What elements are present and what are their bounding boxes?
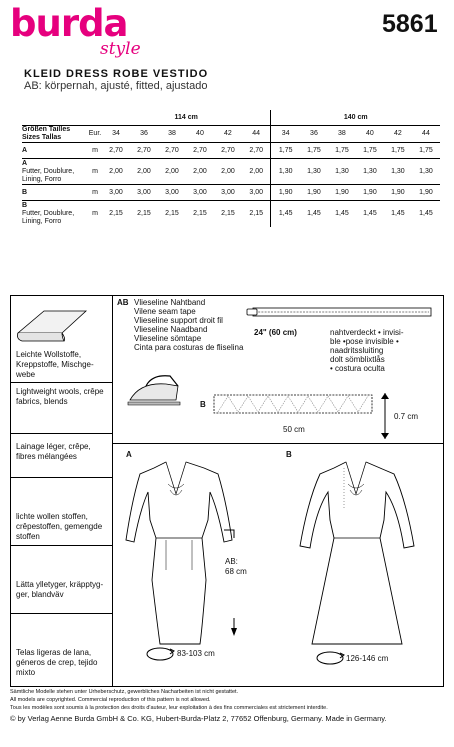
seam-tape-list: Vlieseline Nahtband Vilene seam tape Vlieseline support droit fil Vlieseline Naadband Vlieseline sömtape Cinta para costuras de fliselina [134, 298, 244, 352]
zipper-description: nahtverdeckt • invisi- ble •pose invisible • naadritssluiting dolt sömblixtlås • costura oculta [330, 328, 404, 373]
yardage-cell: 1,90 [300, 185, 328, 201]
yardage-cell: 3,00 [214, 185, 242, 201]
table-row [22, 185, 440, 201]
yardage-cell: 1,30 [356, 159, 384, 185]
view-label: B [22, 185, 88, 201]
yardage-cell: 2,00 [186, 159, 214, 185]
view-a-label: A [126, 450, 132, 459]
yardage-cell: 1,75 [328, 143, 356, 159]
view-label: B Futter, Doublure, Lining, Forro [22, 201, 88, 227]
yardage-cell: 1,45 [271, 201, 300, 227]
table-row [22, 143, 440, 159]
yardage-cell: 2,70 [242, 143, 271, 159]
pattern-subtitle: AB: körpernah, ajusté, fitted, ajustado [24, 80, 208, 92]
yardage-cell: 2,15 [102, 201, 130, 227]
view-label: A Futter, Doublure, Lining, Forro [22, 159, 88, 185]
fabric-de: Leichte Wollstoffe, Kreppstoffe, Mischge-webe [16, 350, 94, 379]
zipper-icon [247, 302, 437, 322]
yardage-cell: 2,70 [186, 143, 214, 159]
size-cell: 34 [271, 126, 300, 143]
yardage-cell: 2,00 [214, 159, 242, 185]
tape-piece-label: B [200, 400, 206, 409]
fabric-en: Lightweight wools, crêpe fabrics, blends [16, 387, 104, 406]
table-row [22, 159, 440, 185]
pattern-number: 5861 [382, 10, 438, 38]
table-width-row [22, 110, 440, 126]
yardage-cell: 1,30 [271, 159, 300, 185]
size-cell: 44 [242, 126, 271, 143]
fabric-divider [10, 382, 112, 383]
yardage-cell: 1,75 [300, 143, 328, 159]
yardage-cell: 2,00 [130, 159, 158, 185]
size-cell: 36 [300, 126, 328, 143]
fabric-nl: lichte wollen stoffen, crêpestoffen, gemengde stoffen [16, 512, 103, 541]
size-cell: 38 [328, 126, 356, 143]
yardage-cell: 1,90 [384, 185, 412, 201]
size-cell: 38 [158, 126, 186, 143]
yardage-cell: 2,15 [158, 201, 186, 227]
view-label: A [22, 143, 88, 159]
yardage-cell: 2,70 [158, 143, 186, 159]
fabric-divider [10, 433, 112, 434]
yardage-cell: 2,15 [130, 201, 158, 227]
fabric-divider [10, 613, 112, 614]
hem-circumference-icon [316, 650, 346, 666]
zipper-length: 24" (60 cm) [254, 328, 297, 337]
panel-divider [112, 295, 113, 687]
size-cell: 42 [384, 126, 412, 143]
yardage-cell: 3,00 [130, 185, 158, 201]
yardage-cell: 1,75 [384, 143, 412, 159]
yardage-cell: 1,45 [384, 201, 412, 227]
yardage-cell: 2,70 [130, 143, 158, 159]
yardage-cell: 1,75 [412, 143, 440, 159]
notions-code: AB [117, 298, 129, 307]
view-b-label: B [286, 450, 292, 459]
unit-cell: m [88, 185, 102, 201]
hem-a: 83-103 cm [177, 649, 215, 658]
fabric-fr: Lainage léger, crêpe, fibres mélangées [16, 442, 91, 461]
yardage-cell: 1,30 [328, 159, 356, 185]
width-114: 114 cm [174, 114, 198, 121]
fabric-divider [10, 477, 112, 478]
length-value: 68 cm [225, 567, 247, 576]
unit-header: Eur. [88, 126, 102, 143]
length-label: AB: [225, 557, 238, 566]
yardage-cell: 2,70 [102, 143, 130, 159]
pattern-title: KLEID DRESS ROBE VESTIDO [24, 68, 209, 80]
fabric-divider [10, 545, 112, 546]
yardage-cell: 2,00 [158, 159, 186, 185]
hem-b: 126-146 cm [346, 654, 389, 663]
brand-logo-sub: style [100, 39, 141, 59]
yardage-cell: 3,00 [242, 185, 271, 201]
iron-icon [126, 372, 186, 408]
fabric-es: Telas ligeras de lana, géneros de crep, tejido mixto [16, 648, 98, 677]
size-header-label: Größen Tailles Sizes Tallas [22, 126, 88, 143]
size-cell: 40 [186, 126, 214, 143]
length-arrow [224, 530, 238, 638]
copyright-en: All models are copyrighted. Commercial reproduction of this pattern is not allowed. [10, 697, 211, 703]
yardage-cell: 2,15 [242, 201, 271, 227]
yardage-cell: 1,30 [300, 159, 328, 185]
table-row [22, 201, 440, 227]
yardage-cell: 2,00 [102, 159, 130, 185]
copyright-de: Sämtliche Modelle stehen unter Urheberschutz, gewerbliches Nacharbeiten ist nicht gestattet. [10, 689, 239, 695]
panel-divider [112, 443, 444, 444]
yardage-table [22, 110, 440, 227]
tape-width: 50 cm [283, 425, 305, 434]
tape-piece [214, 394, 374, 414]
yardage-cell: 1,45 [328, 201, 356, 227]
fabric-sv: Lätta ylletyger, kräpptyg-ger, blandväv [16, 580, 104, 599]
yardage-cell: 1,90 [328, 185, 356, 201]
brand-logo: burda [10, 2, 128, 45]
unit-cell: m [88, 143, 102, 159]
yardage-cell: 2,15 [186, 201, 214, 227]
tape-height: 0.7 cm [394, 412, 419, 421]
width-140: 140 cm [271, 110, 440, 126]
tape-height-arrow [380, 393, 390, 439]
yardage-cell: 1,75 [356, 143, 384, 159]
size-cell: 42 [214, 126, 242, 143]
unit-cell: m [88, 201, 102, 227]
size-cell: 44 [412, 126, 440, 143]
yardage-cell: 1,90 [356, 185, 384, 201]
yardage-cell: 1,90 [412, 185, 440, 201]
yardage-cell: 3,00 [102, 185, 130, 201]
publisher-line: © by Verlag Aenne Burda GmbH & Co. KG, Hubert-Burda-Platz 2, 77652 Offenburg, Germany. Made in Germany. [10, 714, 387, 723]
yardage-cell: 3,00 [186, 185, 214, 201]
hem-circumference-icon [146, 646, 176, 662]
yardage-cell: 1,30 [384, 159, 412, 185]
dress-a-illustration [122, 460, 232, 660]
yardage-cell: 2,00 [242, 159, 271, 185]
yardage-cell: 1,90 [271, 185, 300, 201]
unit-cell: m [88, 159, 102, 185]
yardage-cell: 1,75 [271, 143, 300, 159]
dress-b-illustration [282, 460, 432, 660]
fabric-icon [16, 303, 90, 343]
yardage-cell: 2,70 [214, 143, 242, 159]
yardage-cell: 1,30 [412, 159, 440, 185]
yardage-cell: 1,45 [412, 201, 440, 227]
size-cell: 40 [356, 126, 384, 143]
size-cell: 34 [102, 126, 130, 143]
size-cell: 36 [130, 126, 158, 143]
yardage-cell: 3,00 [158, 185, 186, 201]
yardage-cell: 2,15 [214, 201, 242, 227]
yardage-cell: 1,45 [356, 201, 384, 227]
table-size-row [22, 126, 440, 143]
yardage-cell: 1,45 [300, 201, 328, 227]
copyright-fr: Tous les modèles sont soumis à la protection des droits d'auteur, leur exploitation à des fins commerciales est strictement interdite. [10, 705, 328, 711]
